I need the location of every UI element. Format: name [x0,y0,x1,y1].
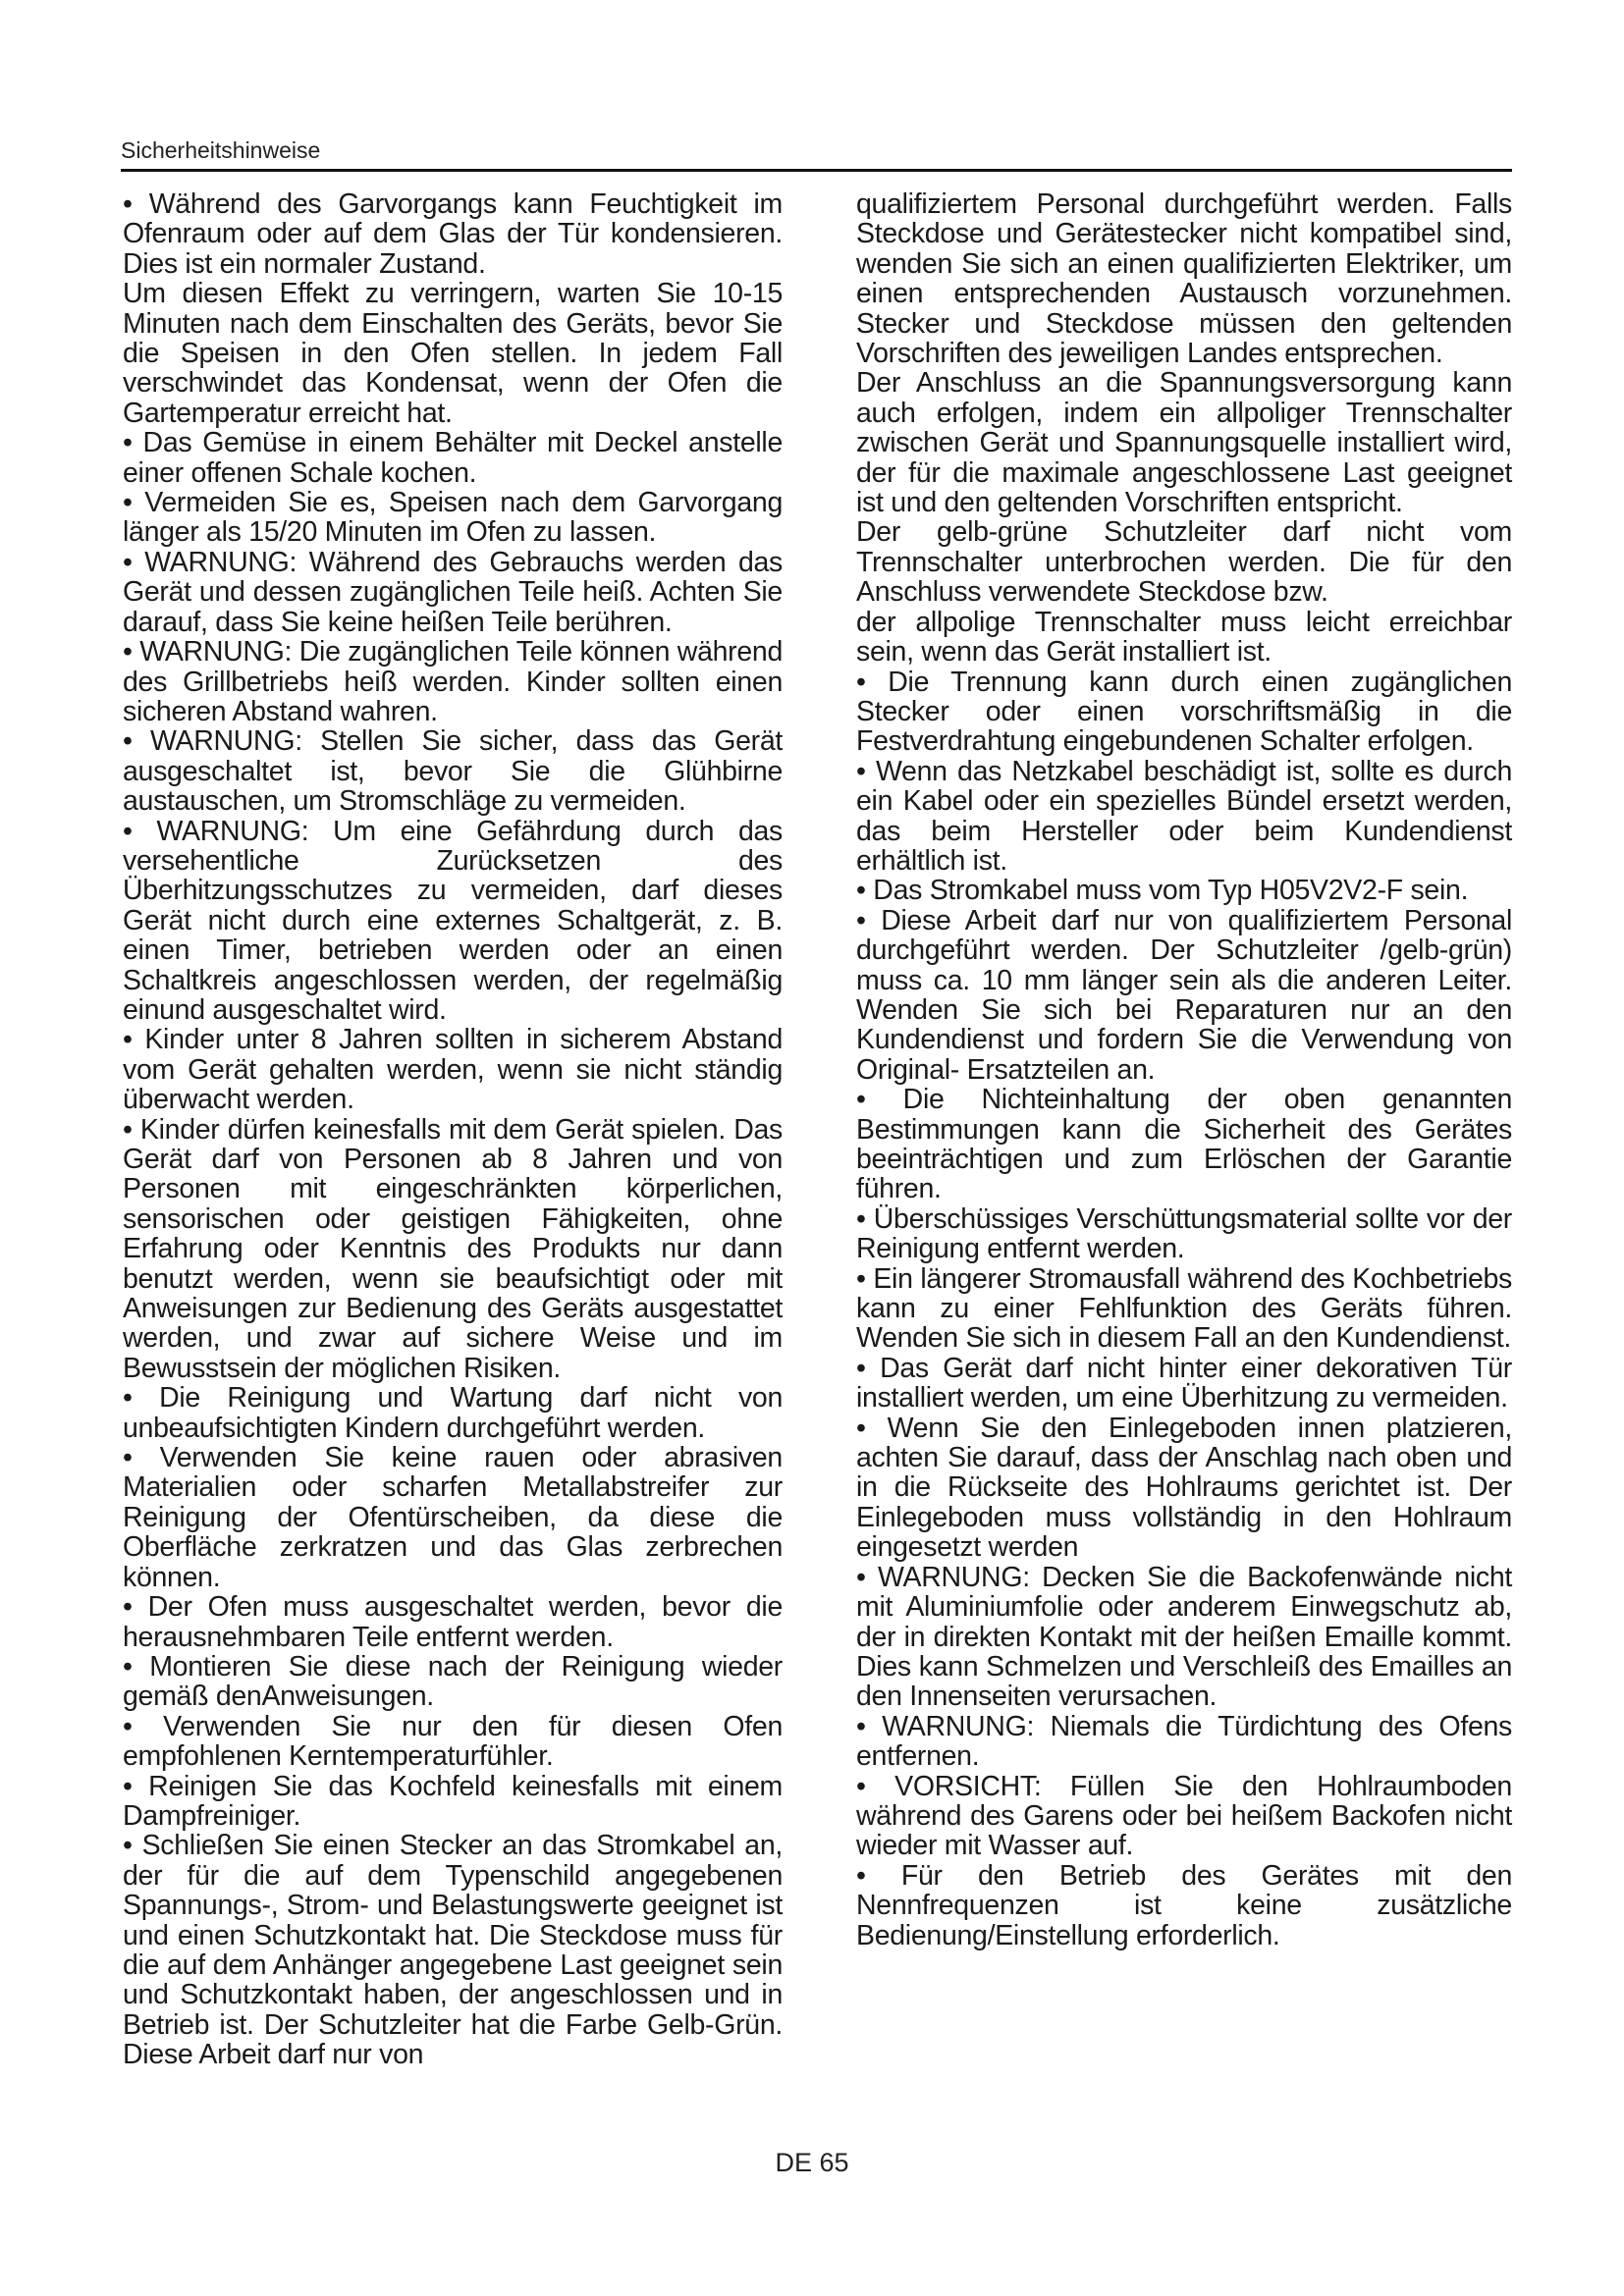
left-column-text: • Während des Garvorgangs kann Feuchtigkeit im Ofenraum oder auf dem Glas der Tür kondensieren. Dies ist ein normaler Zustand. Um diesen Effekt zu verringern, warten Sie 10-15 Minuten nach dem Einschalten des Geräts, bevor Sie die Speisen in den Ofen stellen. In jedem Fall verschwindet das Kondensat, wenn der Ofen die Gartemperatur erreicht hat. • Das Gemüse in einem Behälter mit Deckel anstelle einer offenen Schale kochen. • Vermeiden Sie es, Speisen nach dem Garvorgang länger als 15/20 Minuten im Ofen zu lassen. • WARNUNG: Während des Gebrauchs werden das Gerät und dessen zugänglichen Teile heiß. Achten Sie darauf, dass Sie keine heißen Teile berühren. • WARNUNG: Die zugänglichen Teile können während des Grillbetriebs heiß werden. Kinder sollten einen sicheren Abstand wahren. • WARNUNG: Stellen Sie sicher, dass das Gerät ausgeschaltet ist, bevor Sie die Glühbirne austauschen, um Stromschläge zu vermeiden. • WARNUNG: Um eine Gefährdung durch das versehentliche Zurücksetzen des Überhitzungsschutzes zu vermeiden, darf dieses Gerät nicht durch eine externes Schaltgerät, z. B. einen Timer, betrieben werden oder an einen Schaltkreis angeschlossen werden, der regelmäßig einund ausgeschaltet wird. • Kinder unter 8 Jahren sollten in sicherem Abstand vom Gerät gehalten werden, wenn sie nicht ständig überwacht werden. • Kinder dürfen keinesfalls mit dem Gerät spielen. Das Gerät darf von Personen ab 8 Jahren und von Personen mit eingeschränkten körperlichen, sensorischen oder geistigen Fähigkeiten, ohne Erfahrung oder Kenntnis des Produkts nur dann benutzt werden, wenn sie beaufsichtigt oder mit Anweisungen zur Bedienung des Geräts ausgestattet werden, und zwar auf sichere Weise und im Bewusstsein der möglichen Risiken. • Die Reinigung und Wartung darf nicht von unbeaufsichtigten Kindern durchgeführt werden. • Verwenden Sie keine rauen oder abrasiven Materialien oder scharfen Metallabstreifer zur Reinigung der Ofentürscheiben, da diese die Oberfläche zerkratzen und das Glas zerbrechen können. • Der Ofen muss ausgeschaltet werden, bevor die herausnehmbaren Teile entfernt werden. • Montieren Sie diese nach der Reinigung wieder gemäß denAnweisungen. • Verwenden Sie nur den für diesen Ofen empfohlenen Kerntemperaturfühler. • Reinigen Sie das Kochfeld keinesfalls mit einem Dampfreiniger. • Schließen Sie einen Stecker an das Stromkabel an, der für die auf dem Typenschild angegebenen Spannungs-, Strom- und Belastungswerte geeignet ist und einen Schutzkontakt hat. Die Steckdose muss für die auf dem Anhänger angegebene Last geeignet sein und Schutzkontakt haben, der angeschlossen und in Betrieb ist. Der Schutzleiter hat die Farbe Gelb-Grün. Diese Arbeit darf nur von [123,188,784,2071]
page-number: DE 65 [775,2148,849,2177]
section-title: Sicherheitshinweise [121,137,321,163]
right-column-text: qualifiziertem Personal durchgeführt werden. Falls Steckdose und Gerätestecker nicht kompatibel sind, wenden Sie sich an einen qualifizierten Elektriker, um einen entsprechenden Austausch vorzunehmen. Stecker und Steckdose müssen den geltenden Vorschriften des jeweiligen Landes entsprechen. Der Anschluss an die Spannungsversorgung kann auch erfolgen, indem ein allpoliger Trennschalter zwischen Gerät und Spannungsquelle installiert wird, der für die maximale angeschlossene Last geeignet ist und den geltenden Vorschriften entspricht. Der gelb-grüne Schutzleiter darf nicht vom Trennschalter unterbrochen werden. Die für den Anschluss verwendete Steckdose bzw. der allpolige Trennschalter muss leicht erreichbar sein, wenn das Gerät installiert ist. • Die Trennung kann durch einen zugänglichen Stecker oder einen vorschriftsmäßig in die Festverdrahtung eingebundenen Schalter erfolgen. • Wenn das Netzkabel beschädigt ist, sollte es durch ein Kabel oder ein spezielles Bündel ersetzt werden, das beim Hersteller oder beim Kundendienst erhältlich ist. • Das Stromkabel muss vom Typ H05V2V2-F sein. • Diese Arbeit darf nur von qualifiziertem Personal durchgeführt werden. Der Schutzleiter /gelb-grün) muss ca. 10 mm länger sein als die anderen Leiter. Wenden Sie sich bei Reparaturen nur an den Kundendienst und fordern Sie die Verwendung von Original- Ersatzteilen an. • Die Nichteinhaltung der oben genannten Bestimmungen kann die Sicherheit des Gerätes beeinträchtigen und zum Erlöschen der Garantie führen. • Überschüssiges Verschüttungsmaterial sollte vor der Reinigung entfernt werden. • Ein längerer Stromausfall während des Kochbetriebs kann zu einer Fehlfunktion des Geräts führen. Wenden Sie sich in diesem Fall an den Kundendienst. • Das Gerät darf nicht hinter einer dekorativen Tür installiert werden, um eine Überhitzung zu vermeiden. • Wenn Sie den Einlegeboden innen platzieren, achten Sie darauf, dass der Anschlag nach oben und in die Rückseite des Hohlraums gerichtet ist. Der Einlegeboden muss vollständig in den Hohlraum eingesetzt werden • WARNUNG: Decken Sie die Backofenwände nicht mit Aluminiumfolie oder anderem Einwegschutz ab, der in direkten Kontakt mit der heißen Emaille kommt. Dies kann Schmelzen und Verschleiß des Emailles an den Innenseiten verursachen. • WARNUNG: Niemals die Türdichtung des Ofens entfernen. • VORSICHT: Füllen Sie den Hohlraumboden während des Garens oder bei heißem Backofen nicht wieder mit Wasser auf. • Für den Betrieb des Gerätes mit den Nennfrequenzen ist keine zusätzliche Bedienung/Einstellung erforderlich. [856,188,1512,1951]
header-divider [121,169,1512,172]
